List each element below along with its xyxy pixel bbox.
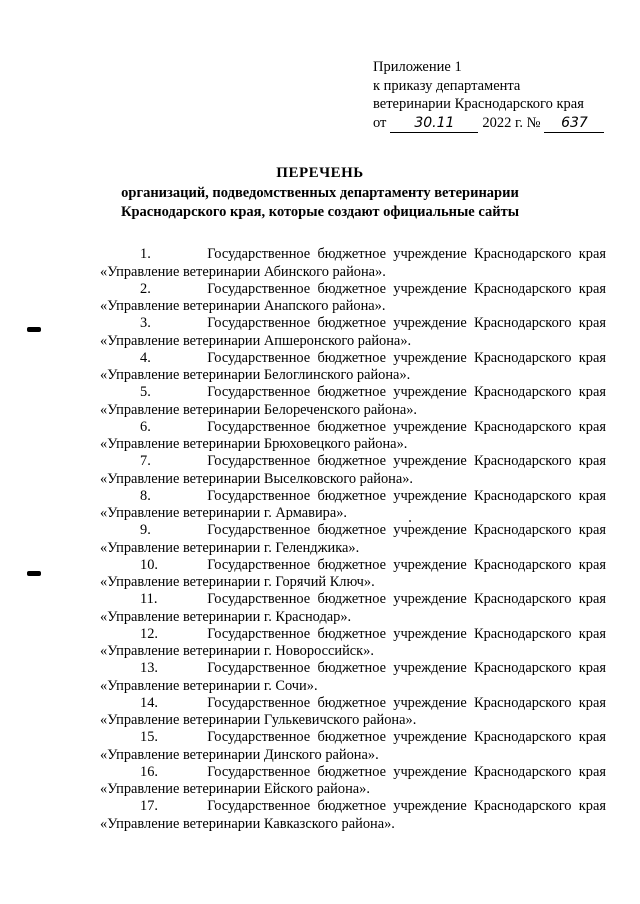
list-item-word: бюджетное [317, 384, 386, 400]
list-item-word: учреждение [393, 315, 467, 331]
list-item-word: Государственное [207, 625, 311, 642]
list-item-first-line [100, 591, 606, 609]
list-item-word: Государственное [207, 729, 311, 745]
list-item-organization-name: «Управление ветеринарии Белореченского района». [100, 401, 418, 418]
list-item [100, 729, 606, 764]
list-item-number: 14. [140, 694, 158, 711]
list-item-word: края [578, 694, 606, 711]
list-item-word: Государственное [207, 418, 311, 435]
list-item [100, 522, 606, 557]
list-item-word: Краснодарского [473, 418, 572, 435]
list-item [100, 315, 606, 350]
list-item-word: учреждение [393, 522, 467, 538]
list-item-word: края [578, 384, 606, 400]
list-item-word: края [578, 418, 606, 435]
list-item-word: бюджетное [317, 349, 386, 366]
list-item-word: Государственное [207, 487, 311, 504]
list-item-number: 4. [140, 349, 151, 366]
list-item-first-line [100, 453, 606, 471]
scan-speck [409, 520, 411, 522]
list-item-word: Краснодарского [473, 487, 572, 504]
list-item-first-line [100, 695, 606, 713]
list-item-word: края [578, 625, 606, 642]
list-item-number: 17. [140, 798, 158, 814]
list-item-organization-name: «Управление ветеринарии Анапского района». [100, 298, 386, 314]
list-item-word: края [578, 349, 606, 366]
list-item-word: Государственное [207, 660, 311, 676]
list-item-word: Краснодарского [473, 384, 572, 400]
list-item-word: Государственное [207, 798, 311, 814]
list-item-first-line [100, 488, 606, 506]
list-item-number: 3. [140, 315, 151, 331]
list-item-word: Краснодарского [473, 280, 572, 297]
list-item-word: Краснодарского [473, 522, 572, 538]
list-item-word: Государственное [207, 315, 311, 331]
date-prefix: от [373, 114, 387, 131]
list-item-first-line [100, 764, 606, 782]
list-item [100, 660, 606, 695]
list-item-word: Государственное [207, 280, 311, 297]
list-item-organization-name: «Управление ветеринарии г. Сочи». [100, 677, 318, 694]
appendix-line-2: к приказу департамента [373, 77, 521, 94]
list-item-word: края [578, 453, 606, 469]
list-item-word: края [578, 487, 606, 504]
list-item-word: бюджетное [317, 418, 386, 435]
list-item-number: 13. [140, 660, 158, 676]
list-item-word: Краснодарского [473, 246, 572, 262]
list-item-word: Краснодарского [473, 315, 572, 331]
list-item-word: Краснодарского [473, 763, 572, 780]
list-item-word: Государственное [207, 384, 311, 400]
subtitle-line-1: организаций, подведомственных департаменту ветеринарии [121, 185, 519, 201]
list-item-word: учреждение [393, 453, 467, 469]
list-item-word: учреждение [393, 798, 467, 814]
list-item-word: бюджетное [317, 625, 386, 642]
list-item-word: учреждение [393, 384, 467, 400]
hole-punch-mark [27, 571, 41, 576]
list-item-word: края [578, 556, 606, 573]
list-item-organization-name: «Управление ветеринарии Апшеронского района». [100, 332, 412, 349]
list-item-word: края [578, 315, 606, 331]
list-item-word: края [578, 246, 606, 262]
list-item-organization-name: «Управление ветеринарии Гулькевичского района». [100, 712, 417, 728]
list-item-first-line [100, 729, 606, 747]
list-item-word: Государственное [207, 453, 311, 469]
list-item-first-line [100, 281, 606, 299]
list-item-word: бюджетное [317, 694, 386, 711]
handwritten-order-number: 637 [544, 114, 604, 134]
list-item [100, 281, 606, 316]
list-item-word: бюджетное [317, 729, 386, 745]
list-item [100, 591, 606, 626]
list-item-word: учреждение [393, 625, 467, 642]
list-item-number: 11. [140, 591, 158, 607]
list-item-number: 10. [140, 556, 158, 573]
list-item-word: бюджетное [317, 280, 386, 297]
list-item-number: 9. [140, 522, 151, 538]
list-item-word: бюджетное [317, 522, 386, 538]
list-item [100, 384, 606, 419]
appendix-header [373, 58, 604, 133]
list-item-word: Краснодарского [473, 349, 572, 366]
appendix-line-3: ветеринарии Краснодарского края [373, 96, 584, 112]
list-item [100, 557, 606, 592]
handwritten-date: 30.11 [390, 114, 478, 134]
list-item-word: бюджетное [317, 453, 386, 469]
list-item-word: учреждение [393, 418, 467, 435]
list-item-word: края [578, 522, 606, 538]
list-item [100, 695, 606, 730]
list-item-word: бюджетное [317, 591, 386, 607]
list-item-first-line [100, 557, 606, 575]
list-item-number: 16. [140, 763, 158, 780]
list-item-organization-name: «Управление ветеринарии г. Геленджика». [100, 539, 360, 556]
list-item-word: учреждение [393, 280, 467, 297]
list-item-word: края [578, 729, 606, 745]
list-item [100, 419, 606, 454]
organization-list [100, 246, 606, 833]
list-item-word: учреждение [393, 763, 467, 780]
list-item-first-line [100, 350, 606, 368]
list-item-first-line [100, 419, 606, 437]
list-item-word: бюджетное [317, 763, 386, 780]
document-subtitle [0, 184, 640, 222]
list-item-word: края [578, 798, 606, 814]
list-item-organization-name: «Управление ветеринарии Белоглинского района». [100, 367, 411, 383]
list-item-first-line [100, 315, 606, 333]
list-item-number: 7. [140, 453, 151, 469]
list-item-word: Краснодарского [473, 625, 572, 642]
document-title: ПЕРЕЧЕНЬ [276, 165, 364, 181]
list-item-number: 15. [140, 729, 158, 745]
list-item-first-line [100, 798, 606, 816]
list-item-word: Краснодарского [473, 660, 572, 676]
list-item-number: 12. [140, 625, 158, 642]
list-item [100, 453, 606, 488]
list-item-word: учреждение [393, 556, 467, 573]
list-item-word: края [578, 280, 606, 297]
list-item-word: Государственное [207, 556, 311, 573]
list-item-organization-name: «Управление ветеринарии г. Краснодар». [100, 608, 352, 625]
list-item-word: Государственное [207, 246, 311, 262]
list-item-number: 1. [140, 246, 151, 262]
list-item-organization-name: «Управление ветеринарии г. Горячий Ключ». [100, 574, 375, 590]
list-item-organization-name: «Управление ветеринарии Абинского района». [100, 263, 386, 280]
list-item-first-line [100, 384, 606, 402]
list-item-number: 6. [140, 418, 151, 435]
list-item-number: 8. [140, 487, 151, 504]
list-item-word: учреждение [393, 729, 467, 745]
list-item-word: Государственное [207, 763, 311, 780]
list-item-word: бюджетное [317, 798, 386, 814]
list-item-word: края [578, 660, 606, 676]
list-item [100, 626, 606, 661]
list-item-word: бюджетное [317, 556, 386, 573]
list-item-number: 2. [140, 280, 151, 297]
list-item-word: Государственное [207, 694, 311, 711]
subtitle-line-2: Краснодарского края, которые создают официальные сайты [120, 204, 520, 220]
list-item-word: учреждение [393, 487, 467, 504]
list-item-word: Государственное [207, 591, 311, 607]
list-item-organization-name: «Управление ветеринарии Выселковского района». [100, 470, 414, 487]
list-item-word: бюджетное [317, 660, 386, 676]
list-item-word: Краснодарского [473, 591, 572, 607]
list-item-word: Краснодарского [473, 453, 572, 469]
list-item-word: Краснодарского [473, 694, 572, 711]
list-item-word: бюджетное [317, 246, 386, 262]
list-item-word: учреждение [393, 591, 467, 607]
list-item-first-line [100, 660, 606, 678]
list-item-word: учреждение [393, 694, 467, 711]
list-item-word: Краснодарского [473, 798, 572, 814]
list-item-word: Государственное [207, 349, 311, 366]
list-item [100, 488, 606, 523]
list-item-organization-name: «Управление ветеринарии Динского района». [100, 746, 379, 763]
list-item-word: учреждение [393, 660, 467, 676]
list-item-word: учреждение [393, 246, 467, 262]
list-item-word: края [578, 591, 606, 607]
list-item-organization-name: «Управление ветеринарии Ейского района». [100, 781, 370, 797]
list-item-first-line [100, 522, 606, 540]
list-item-organization-name: «Управление ветеринарии г. Новороссийск». [100, 643, 374, 659]
appendix-line-1: Приложение 1 [373, 59, 462, 75]
list-item-first-line [100, 246, 606, 264]
list-item [100, 798, 606, 833]
list-item-word: бюджетное [317, 487, 386, 504]
list-item [100, 246, 606, 281]
list-item-word: Краснодарского [473, 556, 572, 573]
list-item-organization-name: «Управление ветеринарии Брюховецкого района». [100, 436, 408, 452]
list-item-word: Государственное [207, 522, 311, 538]
list-item [100, 350, 606, 385]
year-text: 2022 г. № [482, 114, 541, 131]
list-item-word: Краснодарского [473, 729, 572, 745]
list-item-number: 5. [140, 384, 151, 400]
appendix-date-line [373, 114, 604, 134]
list-item [100, 764, 606, 799]
list-item-first-line [100, 626, 606, 644]
list-item-organization-name: «Управление ветеринарии г. Армавира». [100, 505, 348, 521]
hole-punch-mark [27, 327, 41, 332]
list-item-word: края [578, 763, 606, 780]
list-item-organization-name: «Управление ветеринарии Кавказского района». [100, 815, 395, 832]
list-item-word: учреждение [393, 349, 467, 366]
list-item-word: бюджетное [317, 315, 386, 331]
